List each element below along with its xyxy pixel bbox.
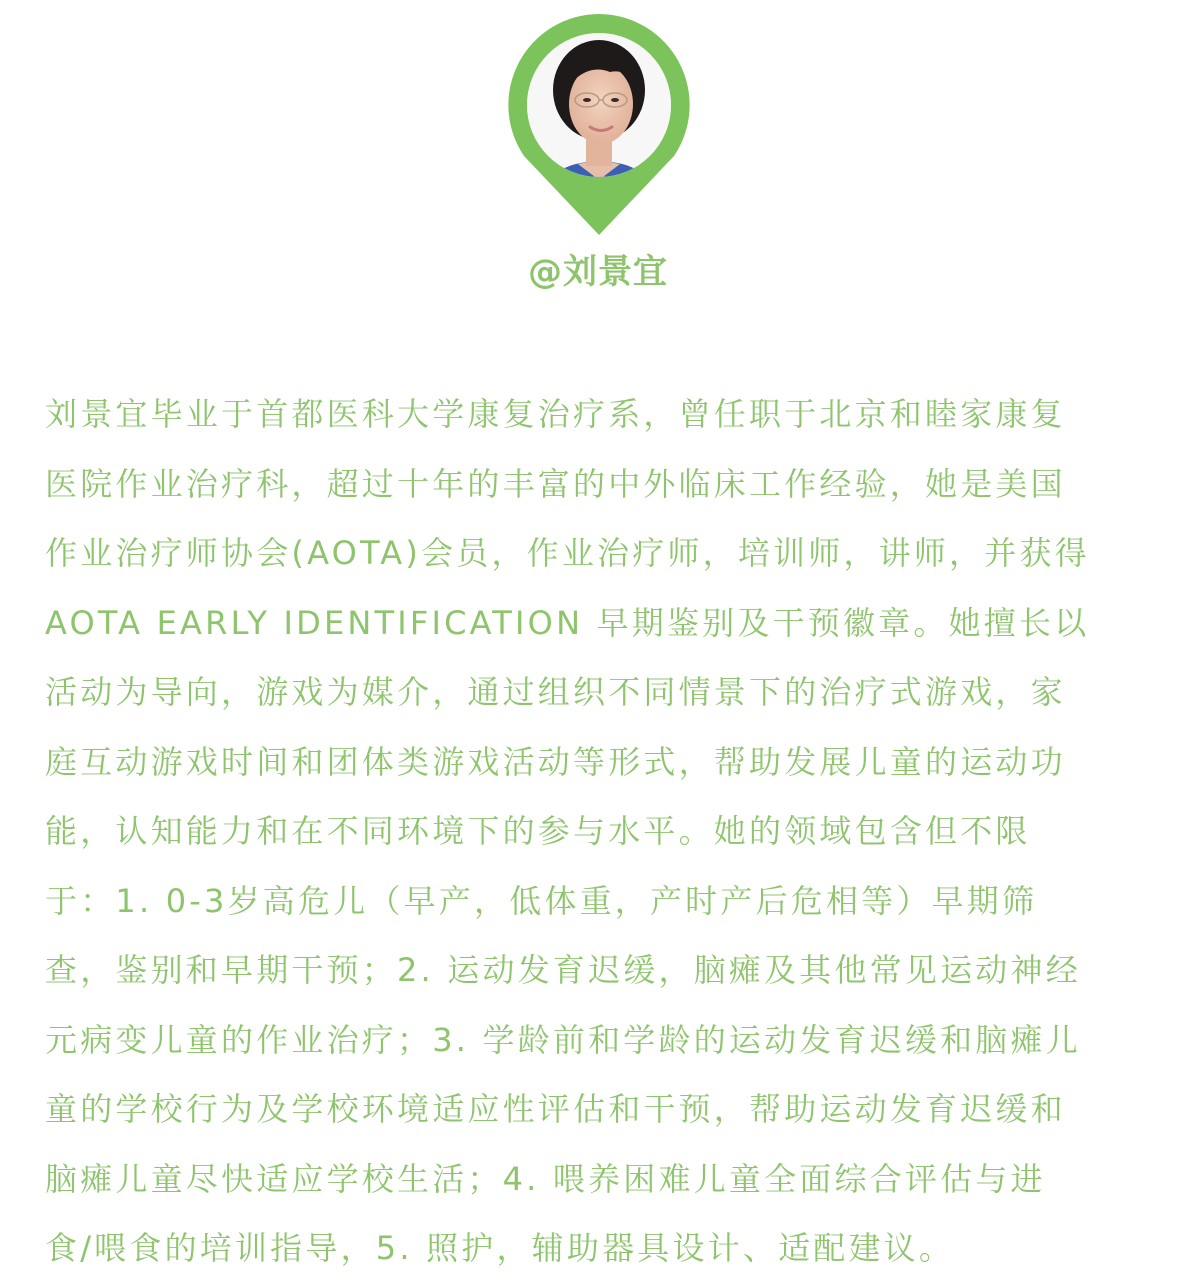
- bio-line: 能，认知能力和在不同环境下的参与水平。她的领域包含但不限: [45, 812, 1031, 850]
- location-pin-avatar-icon: [506, 12, 692, 238]
- bio-line: 童的学校行为及学校环境适应性评估和干预，帮助运动发育迟缓和: [45, 1090, 1066, 1128]
- bio-line: 医院作业治疗科，超过十年的丰富的中外临床工作经验，她是美国: [45, 464, 1066, 503]
- avatar-pin: [506, 12, 692, 238]
- profile-name-tag: @刘景宜: [528, 252, 668, 292]
- bio-line: 食/喂食的培训指导，5. 照护，辅助器具设计、适配建议。: [45, 1229, 955, 1267]
- bio-line: 于：1. 0-3岁高危儿（早产，低体重，产时产后危相等）早期筛: [45, 881, 1038, 920]
- bio-line: 作业治疗师协会(AOTA)会员，作业治疗师，培训师，讲师，并获得: [45, 534, 1090, 572]
- avatar-photo: [506, 12, 692, 202]
- bio-line: 脑瘫儿童尽快适应学校生活；4. 喂养困难儿童全面综合评估与进: [45, 1159, 1046, 1198]
- bio-line: 刘景宜毕业于首都医科大学康复治疗系，曾任职于北京和睦家康复: [45, 395, 1066, 433]
- bio-paragraph: [45, 380, 1155, 1284]
- bio-line: 元病变儿童的作业治疗；3. 学龄前和学龄的运动发育迟缓和脑瘫儿: [45, 1020, 1081, 1059]
- bio-line: 查，鉴别和早期干预；2. 运动发育迟缓，脑瘫及其他常见运动神经: [45, 951, 1081, 989]
- bio-line: 活动为导向，游戏为媒介，通过组织不同情景下的治疗式游戏，家: [45, 673, 1066, 711]
- bio-line: AOTA EARLY IDENTIFICATION 早期鉴别及干预徽章。她擅长以: [45, 603, 1090, 642]
- bio-line: 庭互动游戏时间和团体类游戏活动等形式，帮助发展儿童的运动功: [45, 742, 1066, 781]
